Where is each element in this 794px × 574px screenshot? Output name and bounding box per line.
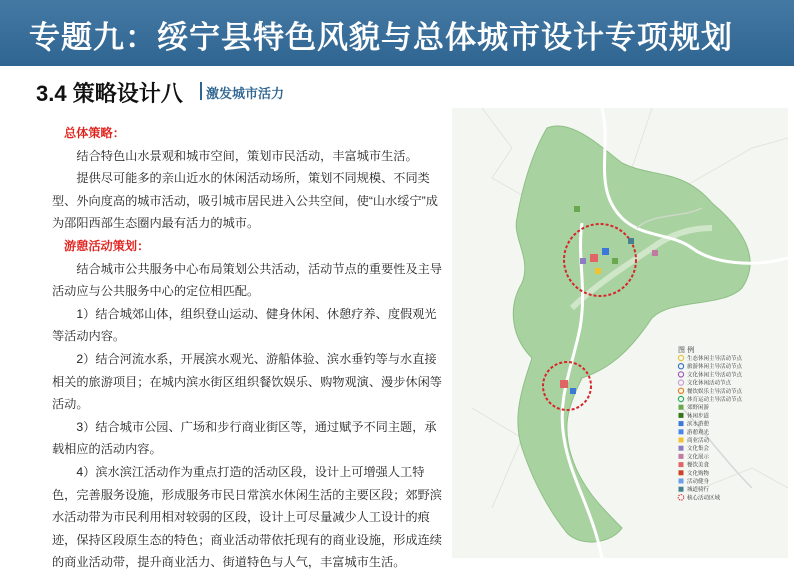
legend-label: 文化购物 [687,470,710,477]
banner-title: 专题九：绥宁县特色风貌与总体城市设计专项规划 [29,20,733,55]
content-text [52,122,447,574]
legend-label: 体育运动主导活动节点 [687,397,743,403]
heading-overall-strategy: 总体策略： [64,126,125,140]
legend-swatch [679,429,684,434]
legend-label: 商业活动 [687,438,710,444]
paragraph: 3）结合城市公园、广场和步行商业街区等，通过赋予不同主题，承载相应的活动内容。 [52,419,437,457]
paragraph: 结合特色山水景观和城市空间，策划市民活动，丰富城市生活。 [76,148,418,163]
section-divider [200,82,202,100]
top-banner [0,0,794,66]
marker [574,206,580,212]
section-title: 3.4 策略设计八 [36,81,183,106]
legend-label: 餐饮娱乐主导活动节点 [687,388,743,395]
legend-label: 活动健身 [687,479,710,485]
marker [652,250,658,256]
legend-swatch [679,413,684,418]
marker [580,258,586,264]
legend-swatch [679,421,684,426]
legend-swatch [679,446,684,451]
marker [602,248,609,255]
marker [628,238,634,244]
paragraph: 提供尽可能多的亲山近水的休闲活动场所，策划不同规模、不同类型、外向度高的城市活动，吸引城市居民进入公共空间，使“山水绥宁”成为邵阳西部生态圈内最有活力的城市。 [52,171,438,231]
legend-label: 郊野闲游 [687,405,710,412]
heading-activity-planning: 游憩活动策划： [64,238,150,253]
legend-label: 餐饮美食 [687,462,710,469]
marker [612,258,618,264]
legend-swatch [679,479,684,484]
legend-swatch [679,487,684,492]
paragraph: 4）滨水滨江活动作为重点打造的活动区段，设计上可增强人工特色，完善服务设施，形成服务市民日常滨水休闲生活的主要区段；郊野滨水活动带为市民利用相对较弱的区段，设计上可尽量减少人工设计的痕迹，保持区段原生态的特色；商业活动带依托现有的商业设施，形成连续的商业活动带，提升商业活力、街道特色与人气，丰富城市生活。 [52,464,442,570]
paragraph: 1）结合城郊山体，组织登山运动、健身休闲、休憩疗养、度假观光等活动内容。 [52,306,437,344]
legend-label: 城道骑行 [687,487,710,494]
legend-swatch [679,405,684,410]
legend-label: 旅游休闲主导活动节点 [687,364,743,371]
legend-label: 休闲步道 [687,413,710,420]
section-subtitle: 激发城市活力 [206,86,285,101]
paragraph: 结合城市公共服务中心布局策划公共活动，活动节点的重要性及主导活动应与公共服务中心的定位相匹配。 [52,261,443,299]
marker [590,254,598,262]
legend-label: 文化休闲活动节点 [687,380,732,387]
legend-label: 游憩观光 [687,429,710,436]
legend-label: 文化休闲主导活动节点 [687,372,743,379]
marker [560,380,568,388]
marker [570,388,576,394]
paragraph: 2）结合河流水系，开展滨水观光、游船体验、滨水垂钓等与水直接相关的旅游项目；在城内滨水街区组织餐饮娱乐、购物观演、漫步休闲等活动。 [52,351,442,412]
legend-label: 文化集会 [687,446,710,453]
legend-label: 滨水游憩 [687,421,710,428]
activity-plan-map [452,108,788,558]
marker [595,268,601,274]
legend-swatch [679,462,684,467]
legend-swatch [679,454,684,459]
legend-swatch [679,470,684,475]
legend-swatch [679,438,684,443]
legend-label: 文化展示 [687,454,710,461]
legend-title: 图 例 [678,346,695,354]
legend-label: 核心活动区域 [687,495,721,502]
legend-label: 生态休闲主导活动节点 [687,356,743,362]
